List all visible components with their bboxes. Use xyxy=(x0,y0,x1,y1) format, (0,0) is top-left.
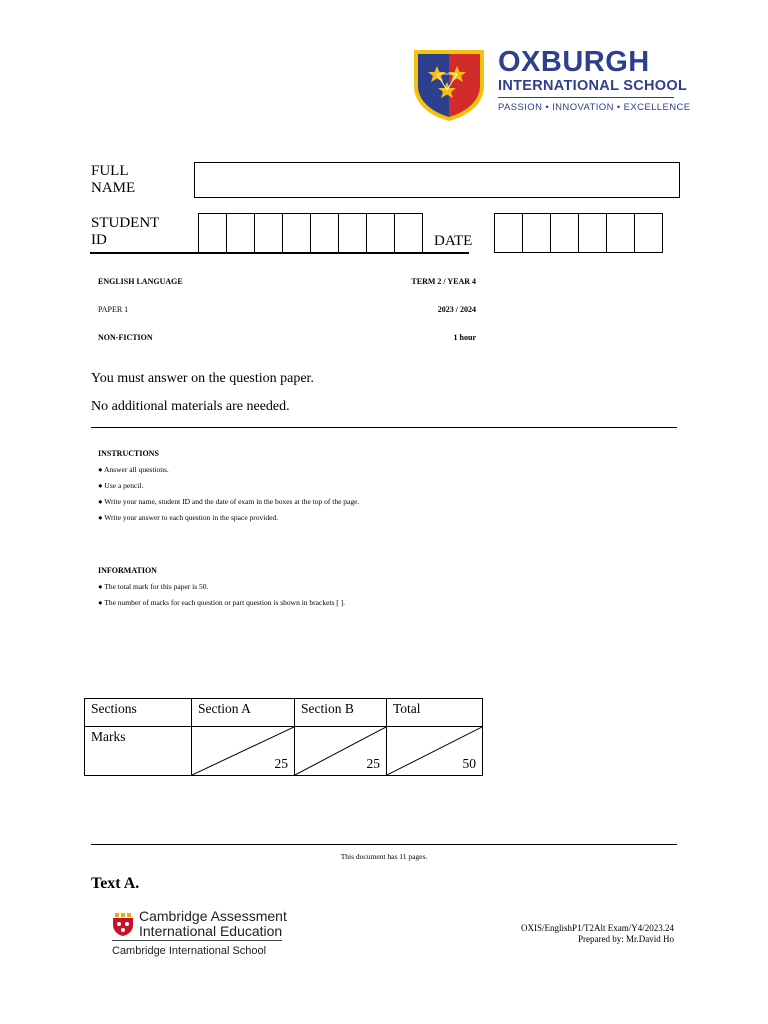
student-id-box[interactable] xyxy=(226,213,255,253)
school-subtitle: INTERNATIONAL SCHOOL xyxy=(498,78,688,94)
cambridge-school-label: Cambridge International School xyxy=(112,945,267,957)
footer-divider xyxy=(91,844,677,845)
section-b-marks-cell[interactable] xyxy=(295,727,387,776)
term-label: TERM 2 / YEAR 4 xyxy=(411,277,476,286)
student-id-box[interactable] xyxy=(310,213,339,253)
date-label: DATE xyxy=(434,233,473,249)
duration-label: 1 hour xyxy=(453,333,476,342)
student-id-box[interactable] xyxy=(338,213,367,253)
brand-divider xyxy=(498,97,674,98)
marks-row-label: Marks xyxy=(91,729,126,744)
total-max-marks: 50 xyxy=(462,756,476,771)
subject-label: ENGLISH LANGUAGE xyxy=(98,277,183,286)
date-box[interactable] xyxy=(578,213,607,253)
instructions-heading: INSTRUCTIONS xyxy=(98,449,159,458)
academic-year-label: 2023 / 2024 xyxy=(437,305,476,314)
total-marks-cell[interactable] xyxy=(387,727,483,776)
table-header-cell: Sections xyxy=(85,699,192,727)
student-id-label-line2: ID xyxy=(91,232,107,248)
section-divider xyxy=(91,427,677,428)
section-a-marks-cell[interactable] xyxy=(192,727,295,776)
school-name: OXBURGH xyxy=(498,46,650,78)
full-name-label-line1: FULL xyxy=(91,163,129,179)
full-name-label-line2: NAME xyxy=(91,180,136,196)
date-box[interactable] xyxy=(550,213,579,253)
section-b-max-marks: 25 xyxy=(366,756,380,771)
cambridge-crest-icon xyxy=(112,911,134,937)
answer-note: You must answer on the question paper. xyxy=(91,371,314,386)
cambridge-line-1: Cambridge Assessment xyxy=(139,908,287,924)
instruction-item: ● Write your answer to each question in the space provided. xyxy=(98,513,279,522)
school-crest-icon xyxy=(410,46,488,122)
section-a-max-marks: 25 xyxy=(274,756,288,771)
page-count-note: This document has 11 pages. xyxy=(340,852,428,861)
date-box[interactable] xyxy=(494,213,523,253)
paper-type-label: NON-FICTION xyxy=(98,333,153,342)
prepared-by: Prepared by: Mr.David Ho xyxy=(578,934,674,944)
table-header-cell: Total xyxy=(387,699,483,727)
text-a-heading: Text A. xyxy=(91,875,140,892)
student-id-boxes xyxy=(198,213,422,253)
instruction-item: ● Answer all questions. xyxy=(98,465,169,474)
student-id-underline xyxy=(90,252,469,254)
instruction-item: ● Write your name, student ID and the date of exam in the boxes at the top of the page. xyxy=(98,497,360,506)
paper-label: PAPER 1 xyxy=(98,305,129,314)
date-box[interactable] xyxy=(634,213,663,253)
student-id-box[interactable] xyxy=(394,213,423,253)
school-tagline: PASSION • INNOVATION • EXCELLENCE xyxy=(498,102,691,113)
marks-table xyxy=(84,698,483,776)
information-item: ● The total mark for this paper is 50. xyxy=(98,582,209,591)
marks-row xyxy=(85,727,483,776)
date-box[interactable] xyxy=(606,213,635,253)
student-id-label xyxy=(91,215,159,249)
information-heading: INFORMATION xyxy=(98,566,157,575)
table-header-cell: Section A xyxy=(192,699,295,727)
document-code: OXIS/EnglishP1/T2Alt Exam/Y4/2023.24 xyxy=(521,923,674,933)
full-name-field[interactable] xyxy=(194,162,680,198)
marks-table-header-row xyxy=(85,699,483,727)
date-box[interactable] xyxy=(522,213,551,253)
student-id-box[interactable] xyxy=(198,213,227,253)
student-id-box[interactable] xyxy=(366,213,395,253)
document-code-block xyxy=(521,923,674,945)
information-item: ● The number of marks for each question or part question is shown in brackets [ ]. xyxy=(98,598,346,607)
marks-row-label-cell xyxy=(85,727,192,776)
materials-note: No additional materials are needed. xyxy=(91,399,290,414)
cambridge-divider xyxy=(112,940,282,941)
instruction-item: ● Use a pencil. xyxy=(98,481,144,490)
student-id-box[interactable] xyxy=(282,213,311,253)
date-boxes xyxy=(494,213,662,253)
cambridge-line-2: International Education xyxy=(139,923,283,939)
cambridge-title xyxy=(139,909,287,939)
student-id-box[interactable] xyxy=(254,213,283,253)
student-id-label-line1: STUDENT xyxy=(91,215,160,231)
full-name-label xyxy=(91,163,135,197)
table-header-cell: Section B xyxy=(295,699,387,727)
